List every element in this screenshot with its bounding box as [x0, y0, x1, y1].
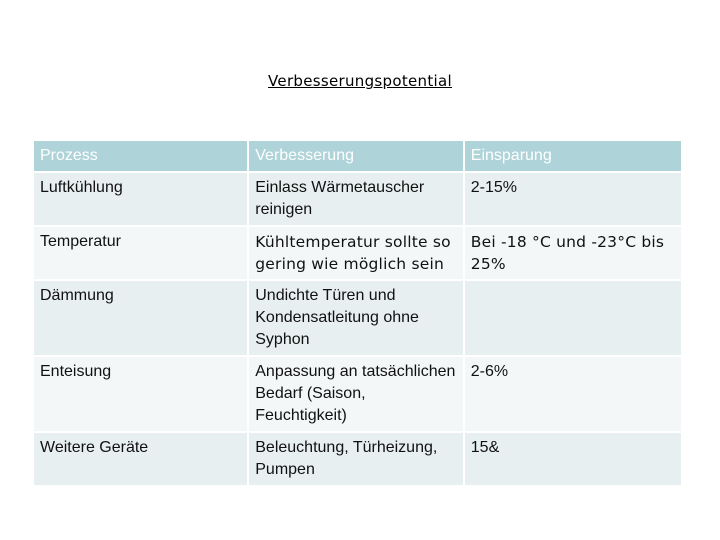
table-row [34, 433, 681, 485]
cell-verbesserung: Undichte Türen und Kondensatleitung ohne Syphon [249, 281, 463, 355]
table-row [34, 173, 681, 225]
header-prozess: Prozess [34, 141, 247, 171]
cell-prozess: Temperatur [34, 227, 247, 279]
cell-prozess: Enteisung [34, 357, 247, 431]
cell-prozess: Weitere Geräte [34, 433, 247, 485]
page-title: Verbesserungspotential [268, 72, 452, 90]
table-header-row [34, 141, 681, 171]
table-row [34, 227, 681, 279]
savings-table [32, 139, 683, 487]
cell-einsparung: Bei -18 °C und -23°C bis 25% [465, 227, 681, 279]
cell-einsparung: 2-15% [465, 173, 681, 225]
cell-verbesserung: Kühltemperatur sollte so gering wie möglich sein [249, 227, 463, 279]
header-verbesserung: Verbesserung [249, 141, 463, 171]
cell-einsparung [465, 281, 681, 355]
cell-verbesserung: Einlass Wärmetauscher reinigen [249, 173, 463, 225]
cell-einsparung: 2-6% [465, 357, 681, 431]
cell-verbesserung: Beleuchtung, Türheizung, Pumpen [249, 433, 463, 485]
table-row [34, 357, 681, 431]
table-row [34, 281, 681, 355]
cell-prozess: Luftkühlung [34, 173, 247, 225]
cell-verbesserung: Anpassung an tatsächlichen Bedarf (Saison, Feuchtigkeit) [249, 357, 463, 431]
cell-prozess: Dämmung [34, 281, 247, 355]
header-einsparung: Einsparung [465, 141, 681, 171]
cell-einsparung: 15& [465, 433, 681, 485]
